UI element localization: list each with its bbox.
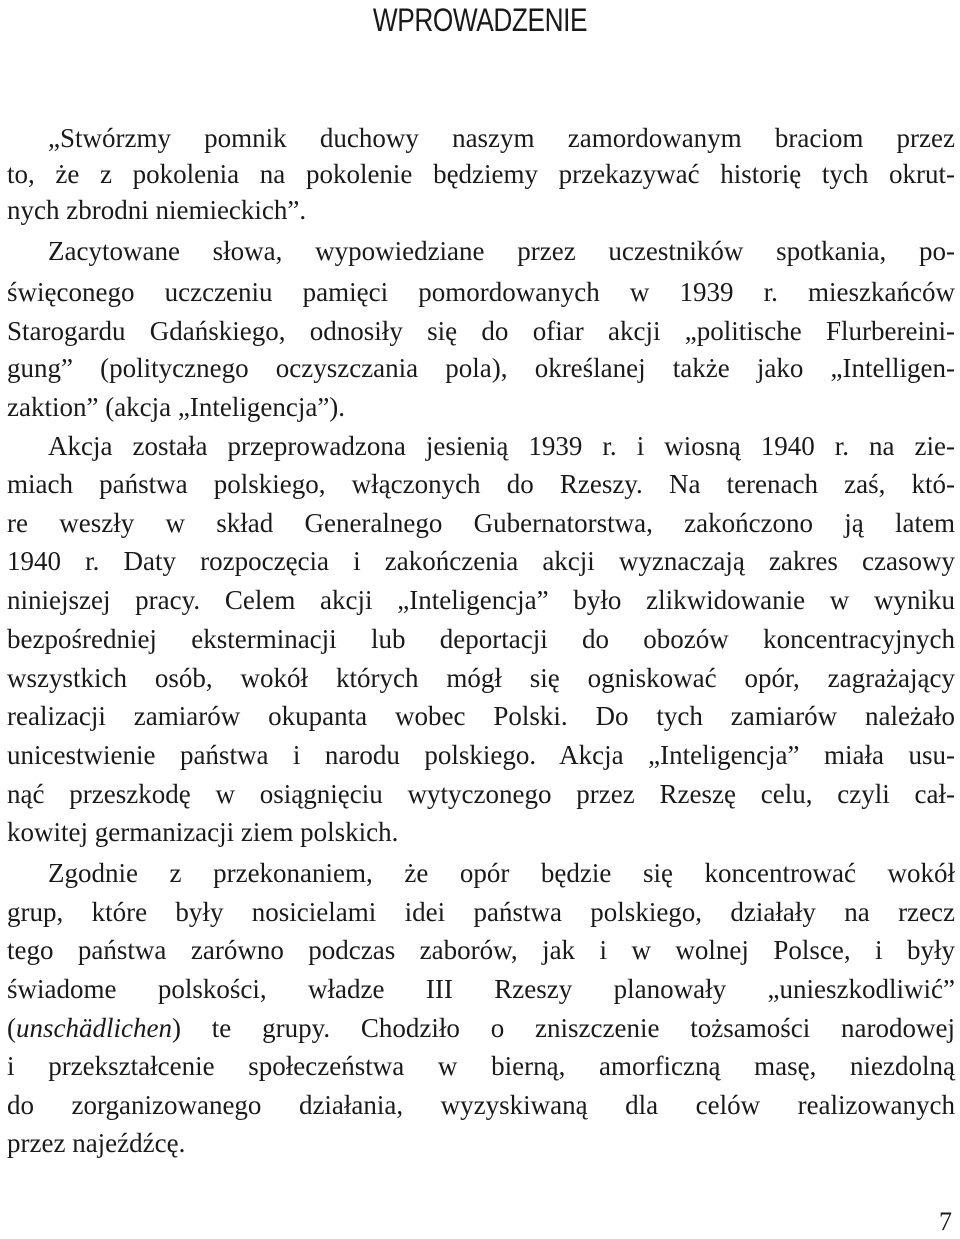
text-line: tego państwa zarówno podczas zaborów, jak i w wolnej Polsce, i były (7, 935, 955, 965)
text-line: niniejszej pracy. Celem akcji „Inteligencja” było zlikwidowanie w wyniku (7, 585, 955, 615)
text-line: bezpośredniej eksterminacji lub deportacji do obozów koncentracyjnych (7, 624, 955, 654)
text-line: wszystkich osób, wokół których mógł się ogniskować opór, zagrażający (7, 663, 955, 693)
text-line: Akcja została przeprowadzona jesienią 1939 r. i wiosną 1940 r. na zie- (48, 431, 955, 461)
text-line: 1940 r. Daty rozpoczęcia i zakończenia akcji wyznaczają zakres czasowy (7, 546, 955, 576)
text-line: (unschädlichen) te grupy. Chodziło o zniszczenie tożsamości narodowej (7, 1013, 955, 1043)
text-line: nąć przeszkodę w osiągnięciu wytyczonego przez Rzeszę celu, czyli cał- (7, 779, 955, 809)
text-line: „Stwórzmy pomnik duchowy naszym zamordowanym braciom przez (48, 123, 955, 153)
text-line: i przekształcenie społeczeństwa w bierną, amorficzną masę, niezdolną (7, 1051, 955, 1081)
text-line: przez najeźdźcę. (7, 1128, 186, 1158)
text-line: święconego uczczeniu pamięci pomordowanych w 1939 r. mieszkańców (7, 277, 955, 307)
chapter-title: WPROWADZENIE (372, 2, 588, 38)
text-line: realizacji zamiarów okupanta wobec Polski. Do tych zamiarów należało (7, 701, 955, 731)
text-line: grup, które były nosicielami idei państwa polskiego, działały na rzecz (7, 897, 955, 927)
text-line: unicestwienie państwa i narodu polskiego. Akcja „Inteligencja” miała usu- (7, 740, 955, 770)
text-line: gung” (politycznego oczyszczania pola), określanej także jako „Intelligen- (7, 353, 955, 383)
text-line: kowitej germanizacji ziem polskich. (7, 817, 399, 847)
text-line: zaktion” (akcja „Inteligencja”). (7, 392, 346, 422)
text-line: nych zbrodni niemieckich”. (7, 195, 307, 225)
text-line: to, że z pokolenia na pokolenie będziemy przekazywać historię tych okrut- (7, 159, 955, 189)
text-line: do zorganizowanego działania, wyzyskiwaną dla celów realizowanych (7, 1090, 955, 1120)
text-line: Zgodnie z przekonaniem, że opór będzie się koncentrować wokół (48, 858, 955, 888)
text-line: Zacytowane słowa, wypowiedziane przez uczestników spotkania, po- (48, 236, 955, 266)
text-line: miach państwa polskiego, włączonych do Rzeszy. Na terenach zaś, któ- (7, 469, 955, 499)
text-line: re weszły w skład Generalnego Gubernatorstwa, zakończono ją latem (7, 508, 955, 538)
text-line: Starogardu Gdańskiego, odnosiły się do ofiar akcji „politische Flurbereini- (7, 316, 955, 346)
text-line: świadome polskości, władze III Rzeszy planowały „unieszkodliwić” (7, 974, 955, 1004)
page-number: 7 (939, 1207, 952, 1236)
